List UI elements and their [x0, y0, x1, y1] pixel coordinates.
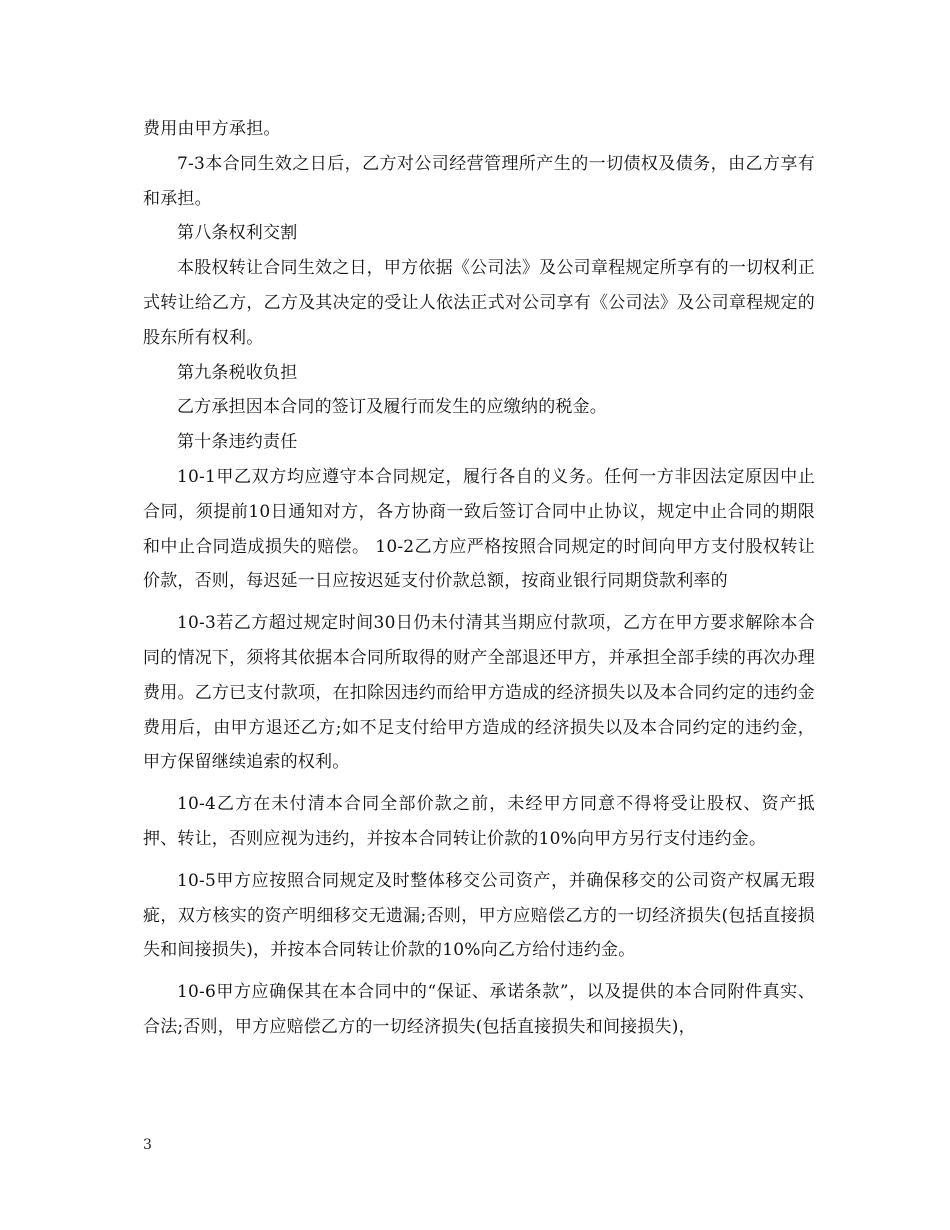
contract-text-block: [143, 112, 815, 1045]
paragraph-clause-10-3: 10-3若乙方超过规定时间30日仍未付清其当期应付款项，乙方在甲方要求解除本合同的情况下，须将其依据本合同所取得的财产全部退还甲方，并承担全部手续的再次办理费用。乙方已支付款项，在扣除因违约而给甲方造成的经济损失以及本合同约定的违约金费用后，由甲方退还乙方;如不足支付给甲方造成的经济损失以及本合同约定的违约金，甲方保留继续追索的权利。: [143, 613, 815, 773]
paragraph-clause-10-5: 10-5甲方应按照合同规定及时整体移交公司资产，并确保移交的公司资产权属无瑕疵，双方核实的资产明细移交无遗漏;否则，甲方应赔偿乙方的一切经济损失(包括直接损失和间接损失)，并按本合同转让价款的10%向乙方给付违约金。: [143, 870, 815, 961]
page-number: 3: [143, 1137, 152, 1153]
paragraph-clause-10-6: 10-6甲方应确保其在本合同中的“保证、承诺条款”，以及提供的本合同附件真实、合法;否则，甲方应赔偿乙方的一切经济损失(包括直接损失和间接损失)，: [143, 982, 815, 1037]
heading-article-9: 第九条税收负担: [177, 362, 298, 383]
paragraph-clause-10-1: 10-1甲乙双方均应遵守本合同规定，履行各自的义务。任何一方非因法定原因中止合同，须提前10日通知对方，各方协商一致后签订合同中止协议，规定中止合同的期限和中止合同造成损失的赔偿。 10-2乙方应严格按照合同规定的时间向甲方支付股权转让价款，否则，每迟延一日应按迟延支付价款总额，按商业银行同期贷款利率的: [143, 466, 815, 592]
heading-article-10: 第十条违约责任: [177, 432, 298, 453]
paragraph-rights-transfer: 本股权转让合同生效之日，甲方依据《公司法》及公司章程规定所享有的一切权利正式转让给乙方，乙方及其决定的受让人依法正式对公司享有《公司法》及公司章程规定的股东所有权利。: [143, 258, 815, 348]
heading-article-8: 第八条权利交割: [177, 223, 298, 244]
paragraph-tax-burden: 乙方承担因本合同的签订及履行而发生的应缴纳的税金。: [177, 397, 607, 418]
paragraph-clause-7-3: 7-3本合同生效之日后，乙方对公司经营管理所产生的一切债权及债务，由乙方享有和承担。: [143, 153, 815, 209]
paragraph-clause-10-4: 10-4乙方在未付清本合同全部价款之前，未经甲方同意不得将受让股权、资产抵押、转让，否则应视为违约，并按本合同转让价款的10%向甲方另行支付违约金。: [143, 794, 815, 849]
paragraph-continued-cost: 费用由甲方承担。: [143, 119, 281, 139]
